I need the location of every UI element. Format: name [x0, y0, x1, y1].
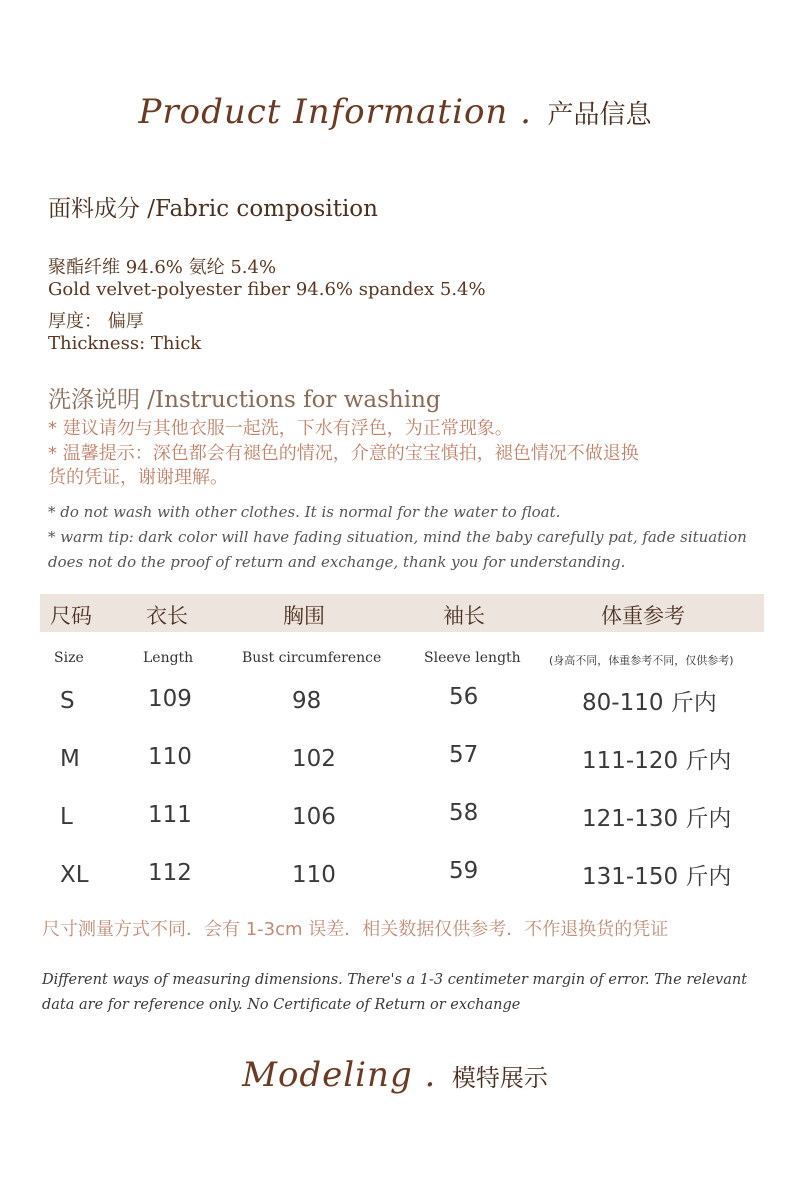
row-xl-size: XL [60, 862, 89, 888]
modeling-header [0, 1055, 790, 1095]
measurement-note-en: Different ways of measuring dimensions. There's a 1-3 centimeter margin of error. The relevant data are for reference only. No Certificate of Return or exchange [42, 972, 748, 1013]
row-xl-bust: 110 [292, 862, 336, 888]
measurement-note-cn: 尺寸测量方式不同．会有 1-3cm 误差．相关数据仅供参考．不作退换货的凭证 [42, 919, 669, 940]
header-weight-note: (身高不同，体重参考不同，仅供参考) [549, 654, 734, 667]
header-weight-cn: 体重参考 [601, 604, 685, 628]
fabric-line-en: Gold velvet-polyester fiber 94.6% spandex 5.4% [48, 279, 486, 300]
row-s-sleeve: 56 [449, 684, 479, 710]
washing-note-cn-1: * 建议请勿与其他衣服一起洗，下水有浮色，为正常现象。 [48, 418, 513, 439]
header-script-text: Product Information . [138, 92, 532, 132]
washing-note-cn-3: 货的凭证，谢谢理解。 [48, 467, 228, 488]
thickness-cn: 厚度： 偏厚 [48, 311, 144, 332]
row-l-size: L [60, 804, 73, 830]
modeling-cn-text: 模特展示 [451, 1064, 548, 1092]
fabric-line-cn: 聚酯纤维 94.6% 氨纶 5.4% [48, 257, 277, 278]
washing-note-cn-2: * 温馨提示：深色都会有褪色的情况，介意的宝宝慎拍，褪色情况不做退换 [48, 443, 639, 464]
washing-instructions-title: 洗涤说明 /Instructions for washing [48, 387, 441, 413]
header-length-en: Length [143, 650, 194, 666]
row-l-bust: 106 [292, 804, 336, 830]
row-s-bust: 98 [292, 688, 322, 714]
header-size-en: Size [54, 650, 84, 666]
washing-note-en-2: * warm tip: dark color will have fading situation, mind the baby carefully pat, fade situation [48, 528, 747, 546]
row-m-length: 110 [148, 744, 192, 770]
product-information-header [0, 92, 790, 132]
header-length-cn: 衣长 [146, 604, 188, 628]
fabric-composition-title: 面料成分 /Fabric composition [48, 196, 378, 222]
row-l-weight: 121-130 斤内 [582, 806, 732, 832]
thickness-en: Thickness: Thick [48, 333, 202, 354]
header-bust-en: Bust circumference [242, 650, 382, 666]
row-xl-sleeve: 59 [449, 858, 479, 884]
row-m-weight: 111-120 斤内 [582, 748, 732, 774]
row-s-size: S [60, 688, 75, 714]
washing-note-en-1: * do not wash with other clothes. It is normal for the water to float. [48, 503, 561, 521]
row-xl-weight: 131-150 斤内 [582, 864, 732, 890]
header-size-cn: 尺码 [50, 604, 92, 628]
row-m-bust: 102 [292, 746, 336, 772]
header-sleeve-en: Sleeve length [424, 650, 521, 666]
header-cn-text: 产品信息 [547, 100, 652, 130]
row-m-size: M [60, 746, 80, 772]
row-xl-length: 112 [148, 860, 192, 886]
row-s-weight: 80-110 斤内 [582, 690, 717, 716]
modeling-script-text: Modeling . [242, 1055, 437, 1095]
row-l-sleeve: 58 [449, 800, 479, 826]
row-m-sleeve: 57 [449, 742, 479, 768]
washing-note-en-3: does not do the proof of return and exchange, thank you for understanding. [48, 553, 626, 571]
row-l-length: 111 [148, 802, 192, 828]
row-s-length: 109 [148, 686, 192, 712]
header-bust-cn: 胸围 [283, 604, 325, 628]
header-sleeve-cn: 袖长 [443, 604, 485, 628]
